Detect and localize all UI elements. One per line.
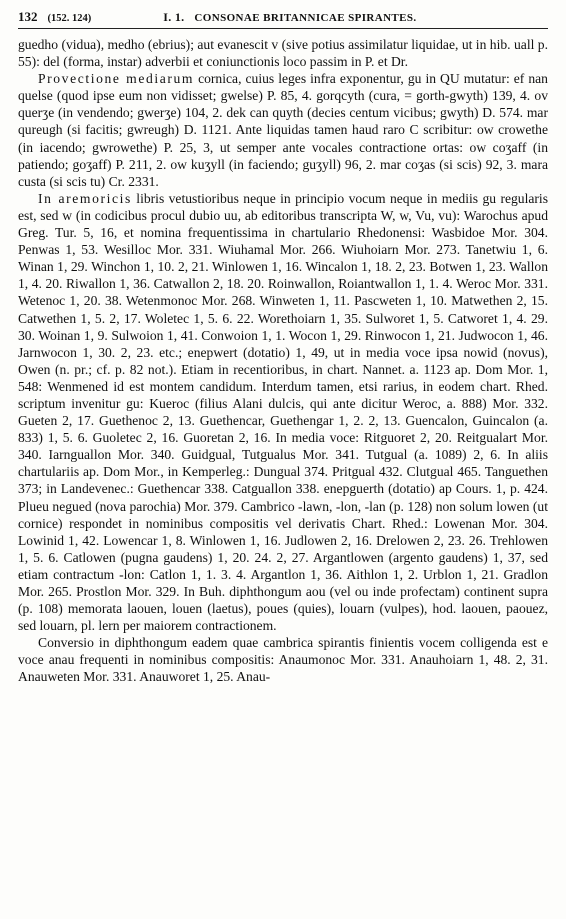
paragraph xyxy=(18,70,548,190)
paragraph-text: Conversio in diphthongum eadem quae cambrica spirantis finientis vocem colligenda est e voce anau frequenti in nominibus compositis: Anaumonoc Mor. 331. Anauhoiarn 1, 48. 2, 31. Anauweten Mor. 331. Anauworet 1, 25. Anau- xyxy=(18,635,548,685)
paragraph xyxy=(18,634,548,685)
running-title: CONSONAE BRITANNICAE SPIRANTES. xyxy=(194,12,417,24)
running-header xyxy=(18,9,548,29)
page-number: 132 xyxy=(18,9,38,24)
paragraph-text: guedho (vidua), medho (ebrius); aut evanescit v (sive potius assimilatur liquidae, ut in hib. uall p. 55): del (forma, instar) adverbii et coniunctionis loco passim in P. et Dr. xyxy=(18,37,548,70)
page-reference: (152. 124) xyxy=(47,13,92,24)
main-text xyxy=(18,36,548,686)
paragraph-text: cornica, cuius leges infra exponentur, gu in QU mutatur: ef nan quelse (quod ipse eum non vidisset; gwelse) P. 85, 4. gorqcyth (cura, = gorth-gwyth) 139, 4. ov querʒe (in vendendo; gwerʒe) 104, 2. dek can quyth (decies centum vicibus; gwyth) D. 574. mar qureugh (si facitis; gwreugh) D. 1121. Ante liquidas tamen haud raro C scribitur: ow crowethe (in iacendo; gwrowethe) P. 25, 3, ut semper ante vocales contractione ortas: ow coʒaff (in patiendo; goʒaff) P. 211, 2. ow kuʒyll (in faciendo; guʒyll) 96, 2. mar coʒas (si scis) 92, 3. mara custa (si scis tu) Cr. 2331. xyxy=(18,71,548,189)
section-number: I. 1. xyxy=(163,10,185,24)
paragraph-text: libris vetustioribus neque in principio vocum neque in mediis gu regularis est, sed w (in codicibus procul dubio uu, ab editoribus transcripta W, w, Vu, vu): Warochus apud Greg. Tur. 5, 16, et nomina frequentissima in chartulario Rhedonensi: Wasbidoe Mor. 304. Penwas 1, 53. Wesilloc Mor. 331. Wiuhamal Mor. 266. Wiuhoiarn Mor. 273. Tanetwiu 1, 6. Winan 1, 29. Winchon 1, 10. 2, 21. Winlowen 1, 16. Wincalon 1, 18. 2, 23. Botwen 1, 23. Wallon 1, 4. 20. Riwallon 1, 36. Catwallon 2, 18. 20. Roinwallon, Roiantwallon 1, 1. 4. Weroc Mor. 331. Wetenoc 1, 20. 38. Wetenmonoc Mor. 268. Winweten 1, 11. Pascweten 1, 10. Matwethen 2, 15. Catwethen 1, 5. 2, 17. Woletec 1, 5. 6. 22. Worethoiarn 1, 35. Sulworet 1, 5. Catworet 1, 4. 29. 30. Woinan 1, 9. Sulwoion 1, 41. Conwoion 1, 1. Wocon 1, 29. Rinwocon 1, 21. Judwocon 1, 46. Jarnwocon 1, 30. 2, 23. etc.; enepwert (dotatio) 1, 49, ut in media voce ipsa nowid (novus), Owen (n. pr.; cf. p. 82 not.). Etiam in recentioribus, in chart. Nannet. a. 1123 ap. Dom Mor. 1, 548: Wenmened id est montem candidum. Interdum tamen, etsi rarius, in eodem chart. Rhed. scriptum invenitur gu: Kueroc (filius Alani dulcis, qui ante dicitur Weroc, a. 888) Mor. 332. Gueten 2, 17. Guethenoc 2, 13. Guethencar, Guethengar 1, 2. 2, 13. Guencalon, Guincalon (a. 833) 1, 5. 6. Guoletec 2, 16. Guoretan 2, 16. In media voce: Ritguoret 2, 20. Reitgualart Mor. 340. Iarnguallon Mor. 340. Guidgual, Tutgualus Mor. 341. Tutgual (a. 1089) 2, 6. In aliis chartulariis ap. Dom Mor., in Kemperleg.: Dungual 374. Pritgual 432. Clutgual 465. Tanguethen 373; in Landevenec.: Guethencar 338. Catguallon 338. enepguerth (dotatio) ap Cours. 1, p. 424. Plueu negued (nova parochia) Mor. 379. Cambrico -lawn, -lon, -lan (p. 128) non solum lowen (ut cornice) respondet in nominibus compositis vel derivatis Chart. Rhed.: Lowenan Mor. 304. Lowinid 1, 42. Lowencar 1, 8. Winlowen 1, 16. Judlowen 2, 16. Drelowen 2, 23. 26. Trehlowen 1, 5. 6. Catlowen (pugna gaudens) 1, 20. 24. 2, 27. Argantlowen (argento gaudens) 1, 37, sed etiam contractum -lon: Catlon 1, 1. 3. 4. Argantlon 1, 36. Aithlon 1, 2. Urblon 1, 21. Gradlon Mor. 265. Prostlon Mor. 329. In Buh. diphthongum aou (vel ou inde profectam) continent supra (p. 108) memorata laouen, louen (laetus), poues (quies), louarn (vulpes), hod. laouen, paouez, sed louarn, pl. lern per maiorem contractionem. xyxy=(18,190,548,634)
paragraph-lead: In aremoricis xyxy=(38,190,132,206)
paragraph xyxy=(18,190,548,634)
paragraph-lead: Provectione mediarum xyxy=(38,71,195,87)
paragraph xyxy=(18,36,548,70)
